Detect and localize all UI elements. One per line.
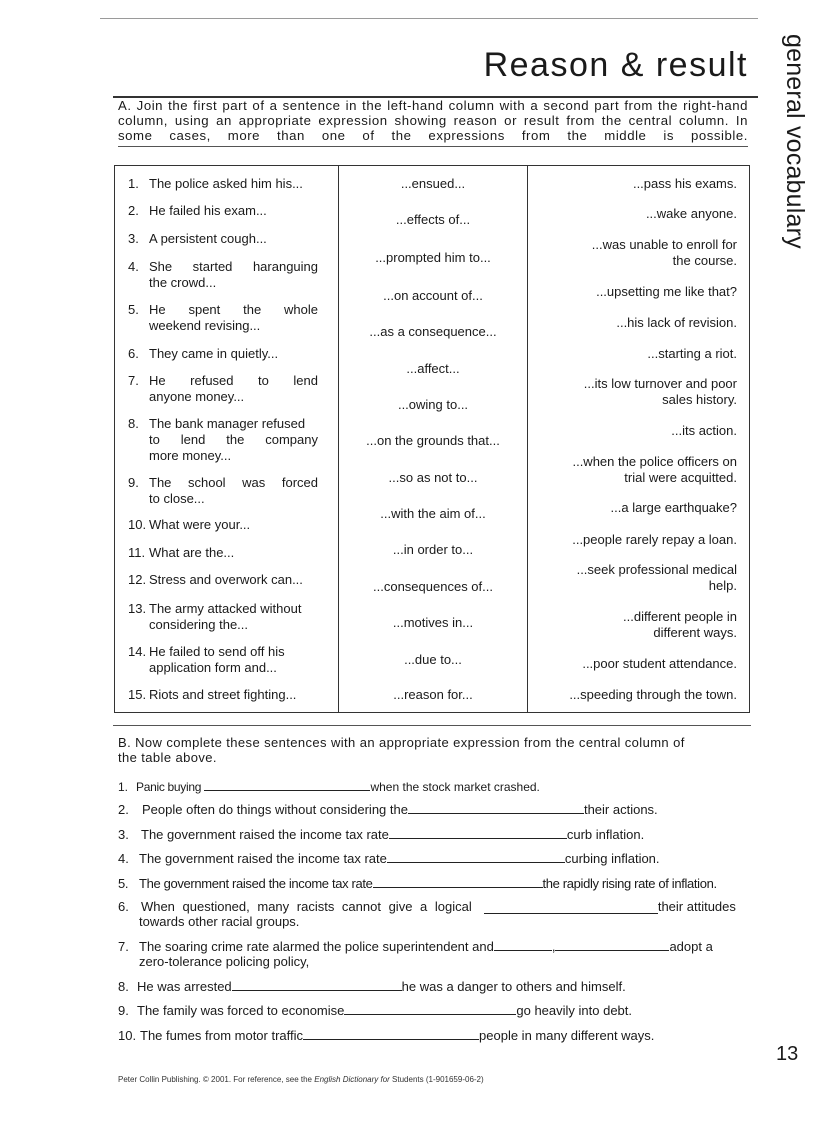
answer-blank[interactable] [232, 979, 402, 991]
right-item: ...people rarely repay a loan. [572, 532, 737, 547]
left-item: 2. He failed his exam... [128, 203, 267, 218]
left-item: 4. She started haranguing the crowd... [128, 259, 318, 290]
answer-blank[interactable] [389, 827, 567, 839]
left-item: 15. Riots and street fighting... [128, 687, 297, 702]
middle-item: ...affect... [406, 361, 460, 376]
part-b-instructions: B. Now complete these sentences with an appropriate expression from the central column of the table above. [118, 735, 685, 765]
left-item: 5. He spent the whole weekend revising... [128, 302, 318, 333]
middle-item: ...as a consequence... [369, 324, 497, 339]
right-item: ...different people in different ways. [623, 609, 737, 640]
right-item: ...upsetting me like that? [596, 284, 737, 299]
answer-blank[interactable] [555, 939, 669, 951]
top-rule [100, 18, 758, 19]
answer-blank[interactable] [303, 1028, 479, 1040]
instructions-rule [118, 146, 748, 147]
middle-item: ...owing to... [397, 397, 469, 412]
right-item: ...his lack of revision. [616, 315, 737, 330]
middle-column [339, 166, 528, 713]
answer-blank[interactable] [408, 802, 584, 814]
answer-blank[interactable] [344, 1003, 516, 1015]
right-item: ...starting a riot. [647, 346, 737, 361]
sentence-3: 3. The government raised the income tax rate curb inflation. [118, 827, 645, 842]
answer-blank[interactable] [387, 851, 565, 863]
side-label [773, 34, 813, 364]
left-item: 1. The police asked him his... [128, 176, 303, 191]
middle-item: ...consequences of... [373, 579, 493, 594]
left-item: 9. The school was forced to close... [128, 475, 318, 506]
page-number: 13 [776, 1043, 799, 1065]
middle-item: ...effects of... [395, 212, 471, 227]
middle-item: ...motives in... [392, 615, 474, 630]
sentence-2: 2. People often do things without considering the their actions. [118, 802, 658, 817]
right-item: ...was unable to enroll for the course. [591, 237, 737, 268]
side-label-text: general vocabulary [781, 34, 809, 249]
middle-item: ...on the grounds that... [366, 433, 500, 448]
left-item: 3. A persistent cough... [128, 231, 267, 246]
sentence-4: 4. The government raised the income tax rate curbing inflation. [118, 851, 660, 866]
left-item: 11. What are the... [128, 545, 235, 560]
left-item: 12. Stress and overwork can... [128, 572, 303, 587]
footer-citation: Peter Collin Publishing. © 2001. For reference, see the English Dictionary for Students (1-901659-06-2) [118, 1075, 484, 1084]
sentence-8: 8. He was arrested he was a danger to others and himself. [118, 979, 626, 994]
right-item: ...when the police officers on trial were acquitted. [572, 454, 737, 485]
answer-blank[interactable] [373, 876, 543, 888]
middle-item: ...ensued... [400, 176, 466, 191]
middle-item: ...on account of... [383, 288, 483, 303]
right-item: ...its low turnover and poor sales history. [583, 376, 737, 407]
answer-blank[interactable] [204, 779, 370, 791]
left-item: 14. He failed to send off his application form and... [128, 644, 285, 675]
right-item: ...its action. [671, 423, 737, 438]
middle-item: ...in order to... [392, 542, 474, 557]
sentence-5: 5. The government raised the income tax rate the rapidly rising rate of inflation. [118, 876, 717, 891]
sentence-1: 1. Panic buying when the stock market crashed. [118, 780, 540, 794]
part-a-instructions: A. Join the first part of a sentence in the left-hand column with a second part from the right-hand column, using an appropriate expression showing reason or result from the central column. In some cases, more than one of the expressions from the middle is possible. [118, 98, 748, 143]
sentence-7: 7. The soaring crime rate alarmed the police superintendent and , adopt a zero-tolerance policing policy, [118, 939, 713, 969]
left-item: 10. What were your... [128, 517, 251, 532]
middle-item: ...due to... [404, 652, 462, 667]
page-title: Reason & result [483, 46, 748, 84]
matching-table [114, 165, 750, 713]
left-item: 7. He refused to lend anyone money... [128, 373, 318, 404]
answer-blank[interactable] [484, 902, 658, 914]
middle-item: ...so as not to... [388, 470, 478, 485]
right-item: ...poor student attendance. [582, 656, 737, 671]
middle-item: ...reason for... [393, 687, 473, 702]
section-b-rule [113, 725, 751, 726]
left-item: 6. They came in quietly... [128, 346, 279, 361]
left-item: 13. The army attacked without considering the... [128, 601, 302, 632]
middle-item: ...with the aim of... [380, 506, 486, 521]
left-column [115, 166, 339, 713]
right-column [528, 166, 750, 713]
right-item: ...pass his exams. [632, 176, 737, 191]
sentence-9: 9. The family was forced to economise go heavily into debt. [118, 1003, 633, 1018]
middle-item: ...prompted him to... [375, 250, 491, 265]
left-item: 8. The bank manager refused to lend the company more money... [128, 416, 318, 463]
answer-blank[interactable] [494, 939, 552, 951]
right-item: ...a large earthquake? [610, 500, 737, 515]
right-item: ...seek professional medical help. [576, 562, 737, 593]
sentence-10: 10. The fumes from motor traffic people in many different ways. [118, 1028, 655, 1043]
right-item: ...speeding through the town. [569, 687, 737, 702]
right-item: ...wake anyone. [645, 206, 737, 221]
sentence-6: 6. When questioned, many racists cannot give a logical their attitudes towards other racial groups. [118, 899, 736, 929]
